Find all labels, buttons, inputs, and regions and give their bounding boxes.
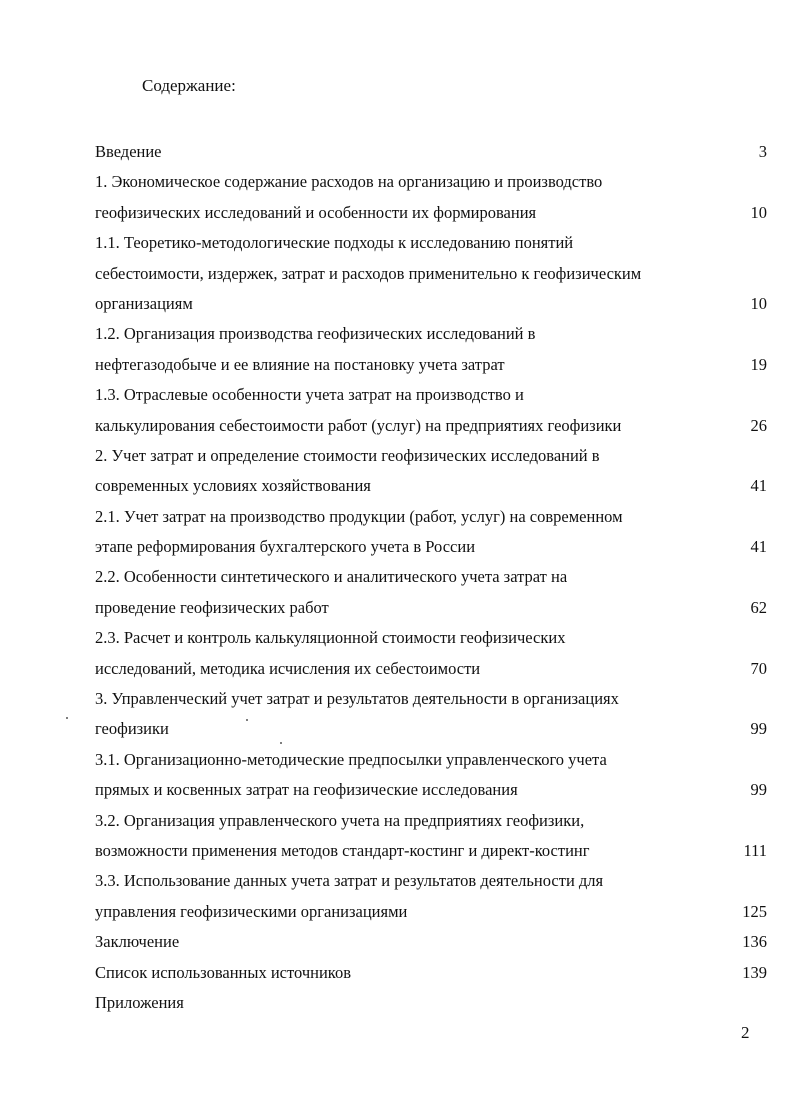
toc-page-number: 62 bbox=[750, 597, 767, 617]
toc-entry-text-line: 2.2. Особенности синтетического и аналитического учета затрат на bbox=[95, 567, 568, 587]
scan-speck bbox=[66, 717, 68, 719]
toc-entry bbox=[95, 684, 767, 745]
toc-page-number: 41 bbox=[750, 537, 767, 557]
toc-entry-text-line: 2. Учет затрат и определение стоимости геофизических исследований в bbox=[95, 445, 600, 465]
table-of-contents bbox=[95, 137, 767, 1018]
toc-entry-text-line: прямых и косвенных затрат на геофизические исследования bbox=[95, 780, 518, 800]
toc-entry-text-line: 3.2. Организация управленческого учета на предприятиях геофизики, bbox=[95, 810, 585, 830]
toc-entry-text-line: Введение bbox=[95, 142, 162, 161]
toc-entry-text-line: 1.2. Организация производства геофизических исследований в bbox=[95, 324, 536, 344]
toc-entry-text-line: исследований, методика исчисления их себестоимости bbox=[95, 658, 481, 678]
toc-entry-text-line: 1.1. Теоретико-методологические подходы к исследованию понятий bbox=[95, 233, 574, 253]
toc-entry bbox=[95, 167, 767, 228]
toc-entry bbox=[95, 866, 767, 927]
toc-entry bbox=[95, 806, 767, 867]
toc-entry-text-line: этапе реформирования бухгалтерского учета в России bbox=[95, 537, 476, 557]
toc-entry bbox=[95, 958, 767, 988]
toc-entry-text-line: геофизических исследований и особенности их формирования bbox=[95, 202, 537, 222]
toc-page-number: 139 bbox=[742, 962, 767, 982]
toc-page-number: 3 bbox=[758, 142, 767, 161]
toc-entry bbox=[95, 137, 767, 167]
toc-entry-text-line: 3. Управленческий учет затрат и результатов деятельности в организациях bbox=[95, 689, 619, 709]
toc-entry-text-line: геофизики bbox=[95, 719, 169, 739]
toc-entry bbox=[95, 502, 767, 563]
toc-entry-text-line: возможности применения методов стандарт-костинг и директ-костинг bbox=[95, 840, 590, 860]
toc-entry-text-line: Список использованных источников bbox=[95, 962, 351, 982]
toc-entry-text-line: нефтегазодобыче и ее влияние на постановку учета затрат bbox=[95, 354, 505, 374]
toc-entry-text-line: 3.1. Организационно-методические предпосылки управленческого учета bbox=[95, 749, 607, 769]
sheet-number: 2 bbox=[741, 1023, 750, 1042]
toc-entry-text-line: Приложения bbox=[95, 992, 184, 1012]
toc-page-number: 26 bbox=[750, 415, 767, 435]
toc-page-number: 19 bbox=[750, 354, 767, 374]
toc-entry-text-line: управления геофизическими организациями bbox=[95, 901, 408, 921]
scan-speck bbox=[246, 719, 248, 721]
toc-entry bbox=[95, 927, 767, 957]
toc-entry-text-line: 1. Экономическое содержание расходов на организацию и производство bbox=[95, 172, 603, 192]
toc-entry-text-line: 3.3. Использование данных учета затрат и результатов деятельности для bbox=[95, 871, 604, 891]
toc-page-number: 10 bbox=[750, 202, 767, 222]
toc-entry-text-line: проведение геофизических работ bbox=[95, 597, 329, 617]
toc-entry bbox=[95, 228, 767, 319]
toc-entry-text-line: 2.3. Расчет и контроль калькуляционной стоимости геофизических bbox=[95, 628, 566, 648]
toc-page-number: 111 bbox=[743, 840, 767, 860]
toc-page-number: 99 bbox=[750, 780, 767, 800]
toc-page-number: 41 bbox=[750, 476, 767, 496]
toc-entry-text-line: организациям bbox=[95, 293, 193, 313]
toc-entry bbox=[95, 988, 767, 1018]
toc-entry-text-line: калькулирования себестоимости работ (услуг) на предприятиях геофизики bbox=[95, 415, 622, 435]
toc-entry-text-line: 2.1. Учет затрат на производство продукции (работ, услуг) на современном bbox=[95, 506, 623, 526]
toc-page-number: 136 bbox=[742, 932, 767, 952]
toc-entry-text-line: современных условиях хозяйствования bbox=[95, 476, 371, 496]
toc-page-number: 10 bbox=[750, 293, 767, 313]
toc-entry-text-line: 1.3. Отраслевые особенности учета затрат на производство и bbox=[95, 385, 524, 405]
page-title: Содержание: bbox=[142, 76, 236, 95]
toc-entry-text-line: Заключение bbox=[95, 932, 180, 952]
scan-speck bbox=[280, 742, 282, 744]
toc-entry bbox=[95, 319, 767, 380]
toc-page-number: 125 bbox=[742, 901, 767, 921]
toc-entry bbox=[95, 441, 767, 502]
toc-entry-text-line: себестоимости, издержек, затрат и расходов применительно к геофизическим bbox=[95, 263, 642, 283]
toc-entry bbox=[95, 623, 767, 684]
toc-entry bbox=[95, 562, 767, 623]
toc-entry bbox=[95, 380, 767, 441]
toc-page-number: 70 bbox=[750, 658, 767, 678]
toc-page-number: 99 bbox=[750, 719, 767, 739]
toc-entry bbox=[95, 745, 767, 806]
